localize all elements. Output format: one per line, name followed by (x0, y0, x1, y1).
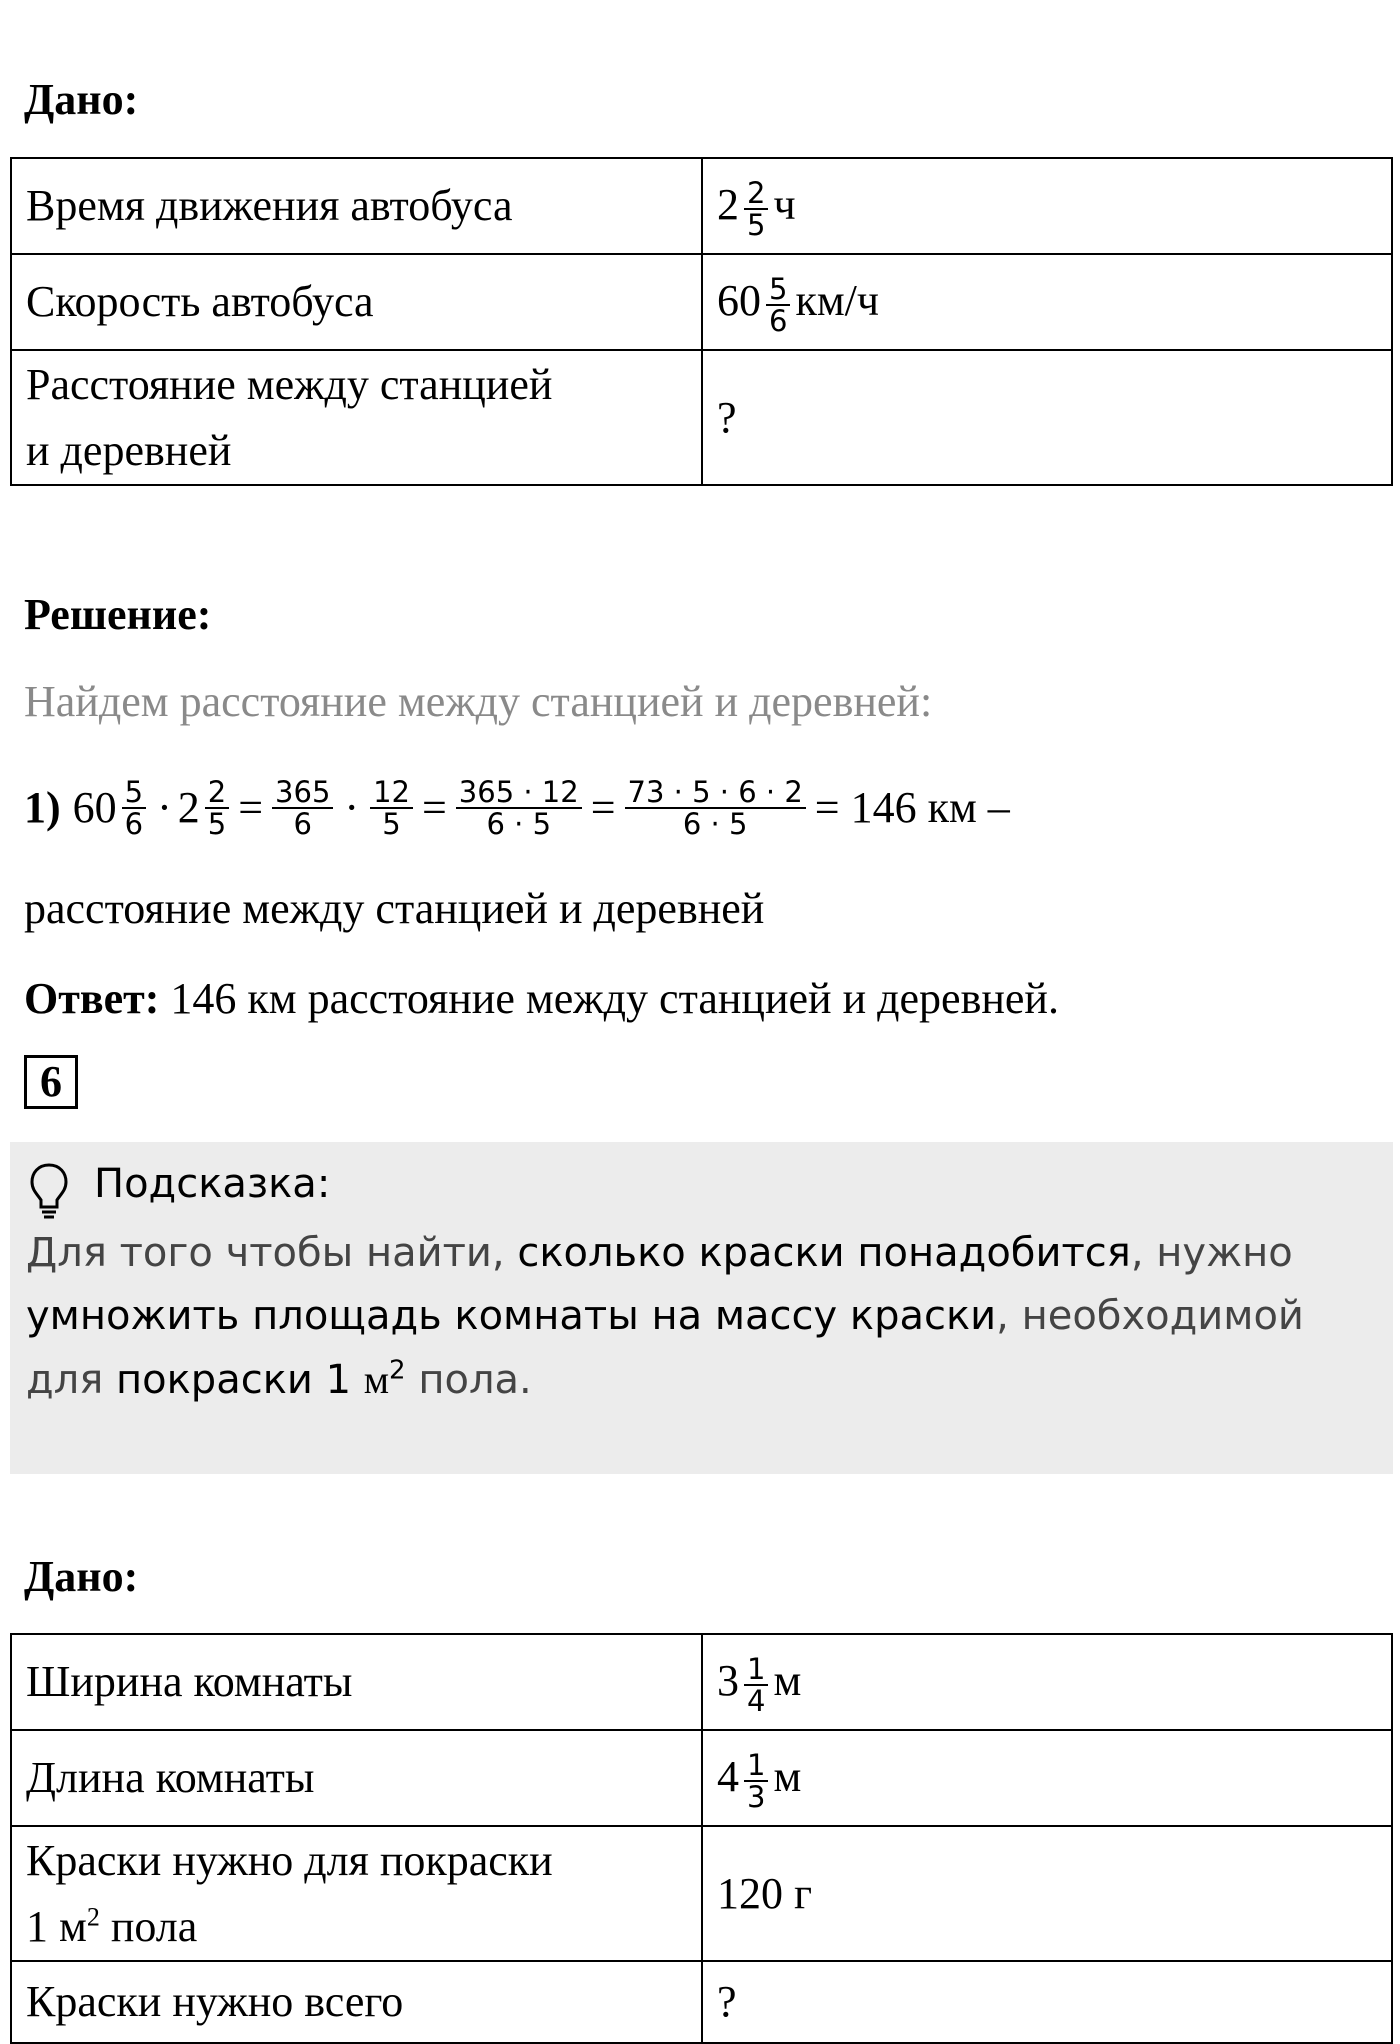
hint-line-3 (26, 1356, 532, 1403)
fraction (744, 1651, 768, 1719)
label-line: Краски нужно для покраски (26, 1835, 553, 1885)
fraction (272, 774, 333, 841)
given-label-distance (11, 350, 702, 485)
fraction-denominator: 6 (766, 304, 790, 336)
label-line: Расстояние между станцией (26, 359, 553, 409)
formula-whole: 60 (72, 783, 117, 832)
hint-unit: м (363, 1357, 390, 1402)
formula-result: = 146 км – (814, 783, 1010, 832)
fraction-denominator: 5 (744, 208, 768, 240)
given-label-paint-per-m2 (11, 1826, 702, 1961)
hint-box (10, 1142, 1393, 1474)
answer-text: 146 км расстояние между станцией и деревней. (170, 974, 1059, 1023)
given-value-width (702, 1634, 1392, 1730)
label-line (26, 1894, 687, 1960)
hint-text-emphasis: покраски 1 (116, 1357, 352, 1403)
given-heading-1: Дано: (24, 75, 139, 124)
given-label-length: Длина комнаты (11, 1730, 702, 1826)
given-table-2 (10, 1633, 1393, 2044)
label-unit: 1 м (26, 1901, 87, 1951)
table-row (11, 1826, 1392, 1961)
solution-formula (24, 758, 1010, 858)
fraction-numerator: 365 (275, 774, 331, 809)
given-label-width: Ширина комнаты (11, 1634, 702, 1730)
hint-line-2 (26, 1293, 1304, 1339)
table-row (11, 350, 1392, 485)
fraction-numerator: 5 (769, 271, 788, 306)
table-row (11, 1634, 1392, 1730)
label-text: пола (110, 1901, 198, 1951)
fraction-numerator: 2 (207, 774, 227, 809)
table-row (11, 1961, 1392, 2043)
hint-superscript: 2 (389, 1355, 406, 1386)
fraction-numerator: 2 (747, 175, 766, 210)
value-unit: м (773, 1752, 802, 1802)
fraction (766, 271, 790, 339)
fraction-numerator: 12 (373, 774, 410, 809)
given-table-1 (10, 157, 1393, 486)
fraction-denominator: 6 · 5 (456, 807, 582, 839)
fraction-numerator: 5 (124, 774, 144, 809)
fraction-denominator: 5 (205, 807, 229, 839)
equals-sign: = (590, 783, 616, 832)
table-row (11, 158, 1392, 254)
fraction-numerator: 365 · 12 (458, 774, 579, 809)
formula-whole: 2 (177, 783, 200, 832)
given-label-paint-total: Краски нужно всего (11, 1961, 702, 2043)
fraction-numerator: 1 (747, 1747, 766, 1782)
hint-text-plain: пола. (418, 1357, 532, 1403)
fraction (205, 774, 229, 841)
multiply-sign: · (344, 783, 360, 832)
hint-text-plain: , необходимой (996, 1293, 1304, 1339)
fraction-numerator: 73 · 5 · 6 · 2 (627, 774, 803, 809)
fraction-denominator: 6 (272, 807, 333, 839)
given-label-time: Время движения автобуса (11, 158, 702, 254)
given-value-paint-total: ? (702, 1961, 1392, 2043)
hint-text-emphasis: сколько краски понадобится (517, 1230, 1131, 1276)
value-unit: км/ч (795, 276, 880, 326)
hint-text-plain: Для того чтобы найти, (26, 1230, 505, 1276)
fraction-denominator: 6 (122, 807, 146, 839)
task-number-box: 6 (24, 1055, 78, 1109)
given-value-paint-per-m2: 120 г (702, 1826, 1392, 1961)
fraction-numerator: 1 (747, 1651, 766, 1686)
hint-line-1 (26, 1230, 1293, 1276)
answer (24, 974, 1059, 1023)
equals-sign: = (238, 783, 264, 832)
value-unit: м (773, 1656, 802, 1706)
fraction-denominator: 3 (744, 1780, 768, 1812)
value-unit: ч (773, 180, 796, 230)
lightbulb-icon (28, 1162, 70, 1220)
value-whole: 4 (717, 1752, 739, 1802)
answer-label: Ответ: (24, 974, 160, 1023)
given-heading-2: Дано: (24, 1552, 139, 1601)
given-value-time (702, 158, 1392, 254)
given-value-distance: ? (702, 350, 1392, 485)
hint-title: Подсказка: (94, 1161, 331, 1207)
fraction (744, 1747, 768, 1815)
given-value-length (702, 1730, 1392, 1826)
given-value-speed (702, 254, 1392, 350)
solution-intro: Найдем расстояние между станцией и деревней: (24, 677, 933, 726)
label-superscript: 2 (86, 1901, 100, 1931)
fraction (625, 774, 806, 841)
solution-result-text: расстояние между станцией и деревней (24, 884, 765, 933)
fraction (122, 774, 146, 841)
multiply-sign: · (157, 783, 172, 832)
value-whole: 60 (717, 276, 761, 326)
table-row (11, 254, 1392, 350)
fraction (370, 774, 413, 841)
fraction (744, 175, 768, 243)
fraction (456, 774, 582, 841)
hint-text-plain: для (26, 1357, 104, 1403)
hint-text-emphasis: умножить площадь комнаты на массу краски (26, 1293, 997, 1339)
solution-heading: Решение: (24, 590, 212, 639)
label-line: и деревней (26, 425, 232, 475)
hint-text-plain: , нужно (1130, 1230, 1293, 1276)
fraction-denominator: 4 (744, 1684, 768, 1716)
given-label-speed: Скорость автобуса (11, 254, 702, 350)
value-whole: 3 (717, 1656, 739, 1706)
table-row (11, 1730, 1392, 1826)
equals-sign: = (421, 783, 447, 832)
step-number: 1) (24, 783, 61, 832)
fraction-denominator: 5 (370, 807, 413, 839)
fraction-denominator: 6 · 5 (625, 807, 806, 839)
value-whole: 2 (717, 180, 739, 230)
